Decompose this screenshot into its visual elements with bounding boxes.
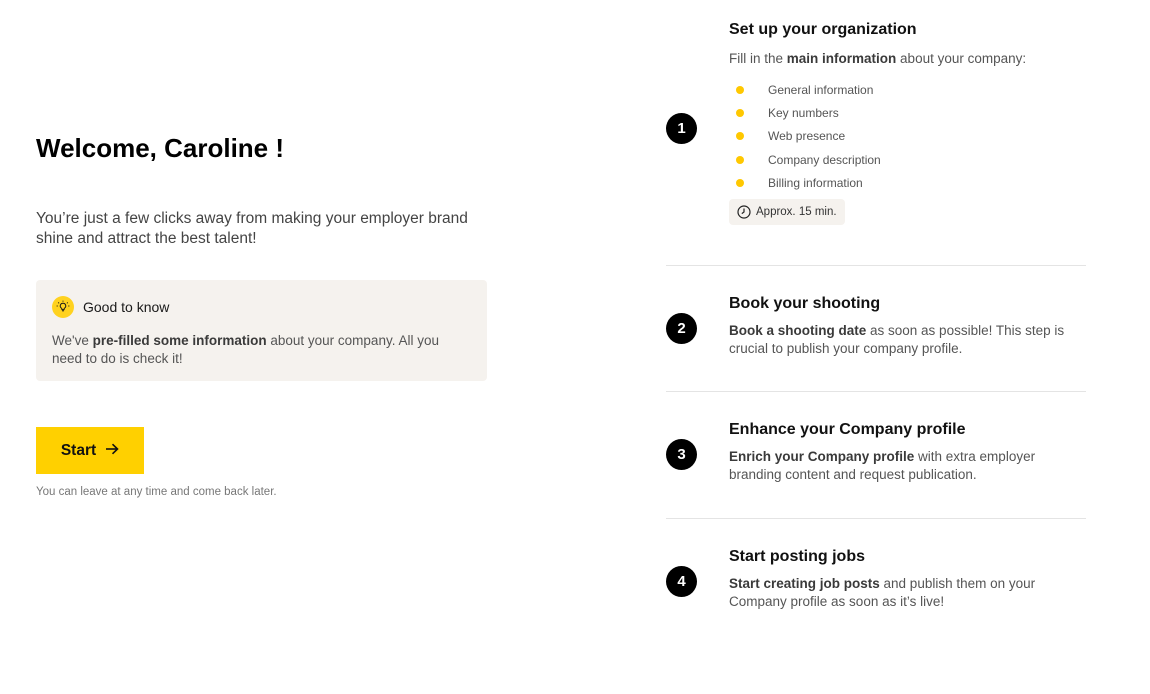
divider xyxy=(666,391,1086,392)
list-item xyxy=(729,128,1086,151)
step-1-text-bold: main information xyxy=(786,51,897,66)
list-item xyxy=(729,175,1086,198)
good-to-know-text-start: We've xyxy=(52,333,93,348)
step-number-badge: 3 xyxy=(666,439,697,470)
step-1-text-start: Fill in the xyxy=(729,51,787,66)
leave-anytime-note: You can leave at any time and come back later. xyxy=(36,486,277,498)
bullet-dot-icon xyxy=(736,179,744,187)
divider xyxy=(666,265,1086,266)
checklist-label: Billing information xyxy=(768,176,863,191)
step-3-text-end: with extra employer branding content and request publication. xyxy=(729,449,1036,482)
step-title: Start posting jobs xyxy=(729,548,865,565)
good-to-know-text-end: about your company. All you need to do is check it! xyxy=(52,333,439,366)
step-1-content xyxy=(729,21,1086,225)
good-to-know-text-bold: pre-filled some information xyxy=(92,333,267,348)
step-title: Enhance your Company profile xyxy=(729,421,966,438)
step-3-text-bold: Enrich your Company profile xyxy=(729,449,915,464)
step-description xyxy=(729,575,1086,610)
step-2-text-end: as soon as possible! This step is crucial to publish your company profile. xyxy=(729,323,1065,356)
step-4-content xyxy=(729,548,1086,610)
list-item xyxy=(729,105,1086,128)
checklist-label: Company description xyxy=(768,152,881,167)
step-2-content xyxy=(729,295,1086,357)
checklist-label: General information xyxy=(768,82,874,97)
checklist-label: Key numbers xyxy=(768,105,839,120)
step-description xyxy=(729,50,1086,68)
bullet-dot-icon xyxy=(736,132,744,140)
step-title: Set up your organization xyxy=(729,21,917,38)
clock-icon xyxy=(737,205,751,219)
step-number-badge: 4 xyxy=(666,566,697,597)
step-4-text-end: and publish them on your Company profile as soon as it’s live! xyxy=(729,576,1036,609)
list-item xyxy=(729,152,1086,175)
good-to-know-title: Good to know xyxy=(83,299,170,315)
bullet-dot-icon xyxy=(736,86,744,94)
step-3-content xyxy=(729,421,1086,483)
divider xyxy=(666,518,1086,519)
step-2-text-bold: Book a shooting date xyxy=(729,323,867,338)
page-title: Welcome, Caroline ! xyxy=(36,133,285,163)
organization-checklist xyxy=(729,82,1086,199)
step-description xyxy=(729,322,1086,357)
step-title: Book your shooting xyxy=(729,295,881,312)
start-button[interactable] xyxy=(36,427,144,474)
list-item xyxy=(729,82,1086,105)
good-to-know-text xyxy=(52,332,471,367)
welcome-intro: You’re just a few clicks away from making your employer brand shine and attract the best talent! xyxy=(36,210,468,247)
good-to-know-header xyxy=(52,296,471,318)
step-4-text-bold: Start creating job posts xyxy=(729,576,880,591)
step-description xyxy=(729,448,1086,483)
duration-text: Approx. 15 min. xyxy=(756,206,837,219)
duration-badge xyxy=(729,199,845,225)
checklist-label: Web presence xyxy=(768,129,846,144)
arrow-right-icon xyxy=(105,443,119,458)
step-1-text-end: about your company: xyxy=(896,51,1027,66)
bullet-dot-icon xyxy=(736,109,744,117)
good-to-know-box xyxy=(36,280,487,381)
bullet-dot-icon xyxy=(736,156,744,164)
start-button-label: Start xyxy=(60,441,97,459)
lightbulb-icon xyxy=(52,296,74,318)
step-number-badge: 2 xyxy=(666,313,697,344)
step-number-badge: 1 xyxy=(666,113,697,144)
